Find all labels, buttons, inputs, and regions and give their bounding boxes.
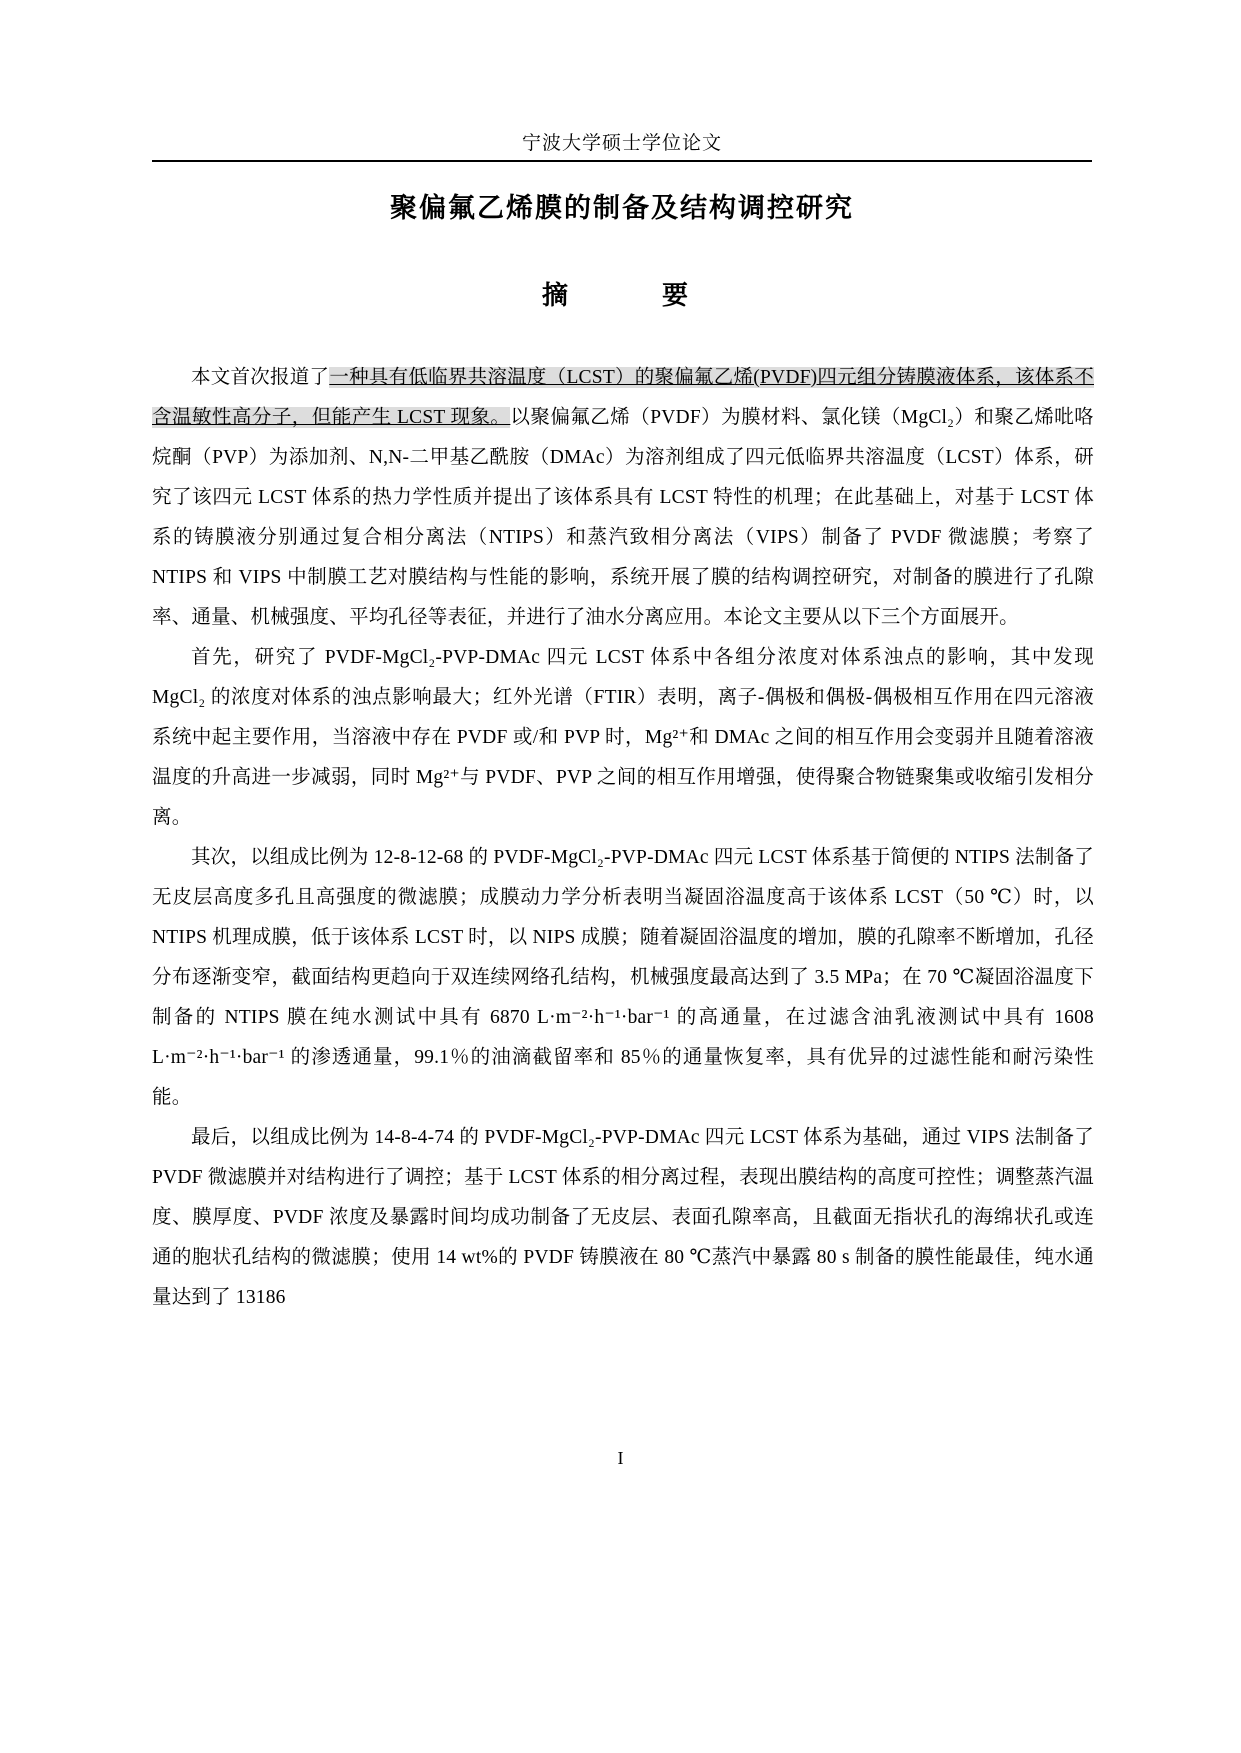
running-head: 宁波大学硕士学位论文 (521, 133, 722, 154)
section-heading: 摘 要 (541, 281, 702, 310)
paragraph-1-lead: 本文首次报道了 (191, 367, 330, 388)
paragraph-2: 首先，研究了 PVDF-MgCl₂-PVP-DMAc 四元 LCST 体系中各组分浓度对体系浊点的影响，其中发现 MgCl₂ 的浓度对体系的浊点影响最大；红外光谱（FTIR）表明，离子-偶极和偶极-偶极相互作用在四元溶液系统中起主要作用，当溶液中存在 PVDF 或/和 PVP 时，Mg²⁺和 DMAc 之间的相互作用会变弱并且随着溶液温度的升高进一步减弱，同时 Mg²⁺与 PVDF、PVP 之间的相互作用增强，使得聚合物链聚集或收缩引发相分离。 (152, 647, 1094, 828)
page-number: I (617, 1448, 624, 1468)
header-divider (152, 160, 1092, 162)
paragraph-1 (152, 358, 1094, 638)
paragraph-3: 其次，以组成比例为 12-8-12-68 的 PVDF-MgCl₂-PVP-DMAc 四元 LCST 体系基于简便的 NTIPS 法制备了无皮层高度多孔且高强度的微滤膜；成膜动力学分析表明当凝固浴温度高于该体系 LCST（50 ℃）时，以 NTIPS 机理成膜，低于该体系 LCST 时，以 NIPS 成膜；随着凝固浴温度的增加，膜的孔隙率不断增加，孔径分布逐渐变窄，截面结构更趋向于双连续网络孔结构，机械强度最高达到了 3.5 MPa；在 70 ℃凝固浴温度下制备的 NTIPS 膜在纯水测试中具有 6870 L·m⁻²·h⁻¹·bar⁻¹ 的高通量，在过滤含油乳液测试中具有 1608 L·m⁻²·h⁻¹·bar⁻¹ 的渗透通量，99.1％的油滴截留率和 85％的通量恢复率，具有优异的过滤性能和耐污染性能。 (152, 847, 1094, 1108)
paragraph-1-rest: 以聚偏氟乙烯（PVDF）为膜材料、氯化镁（MgCl₂）和聚乙烯吡咯烷酮（PVP）为添加剂、N,N-二甲基乙酰胺（DMAc）为溶剂组成了四元低临界共溶温度（LCST）体系，研究了该四元 LCST 体系的热力学性质并提出了该体系具有 LCST 特性的机理；在此基础上，对基于 LCST 体系的铸膜液分别通过复合相分离法（NTIPS）和蒸汽致相分离法（VIPS）制备了 PVDF 微滤膜；考察了 NTIPS 和 VIPS 中制膜工艺对膜结构与性能的影响，系统开展了膜的结构调控研究，对制备的膜进行了孔隙率、通量、机械强度、平均孔径等表征，并进行了油水分离应用。本论文主要从以下三个方面展开。 (152, 407, 1094, 628)
abstract-body (152, 358, 1094, 1318)
paragraph-4: 最后，以组成比例为 14-8-4-74 的 PVDF-MgCl₂-PVP-DMAc 四元 LCST 体系为基础，通过 VIPS 法制备了 PVDF 微滤膜并对结构进行了调控；基于 LCST 体系的相分离过程，表现出膜结构的高度可控性；调整蒸汽温度、膜厚度、PVDF 浓度及暴露时间均成功制备了无皮层、表面孔隙率高，且截面无指状孔的海绵状孔或连通的胞状孔结构的微滤膜；使用 14 wt%的 PVDF 铸膜液在 80 ℃蒸汽中暴露 80 s 制备的膜性能最佳，纯水通量达到了 13186 (152, 1127, 1094, 1308)
paragraph-1-highlight: 一种具有低临界共溶温度（LCST）的聚偏氟乙烯(PVDF)四元组分铸膜液体系，该体系不含温敏性高分子，但能产生 LCST 现象。 (152, 367, 1094, 428)
page-title: 聚偏氟乙烯膜的制备及结构调控研究 (390, 193, 854, 223)
